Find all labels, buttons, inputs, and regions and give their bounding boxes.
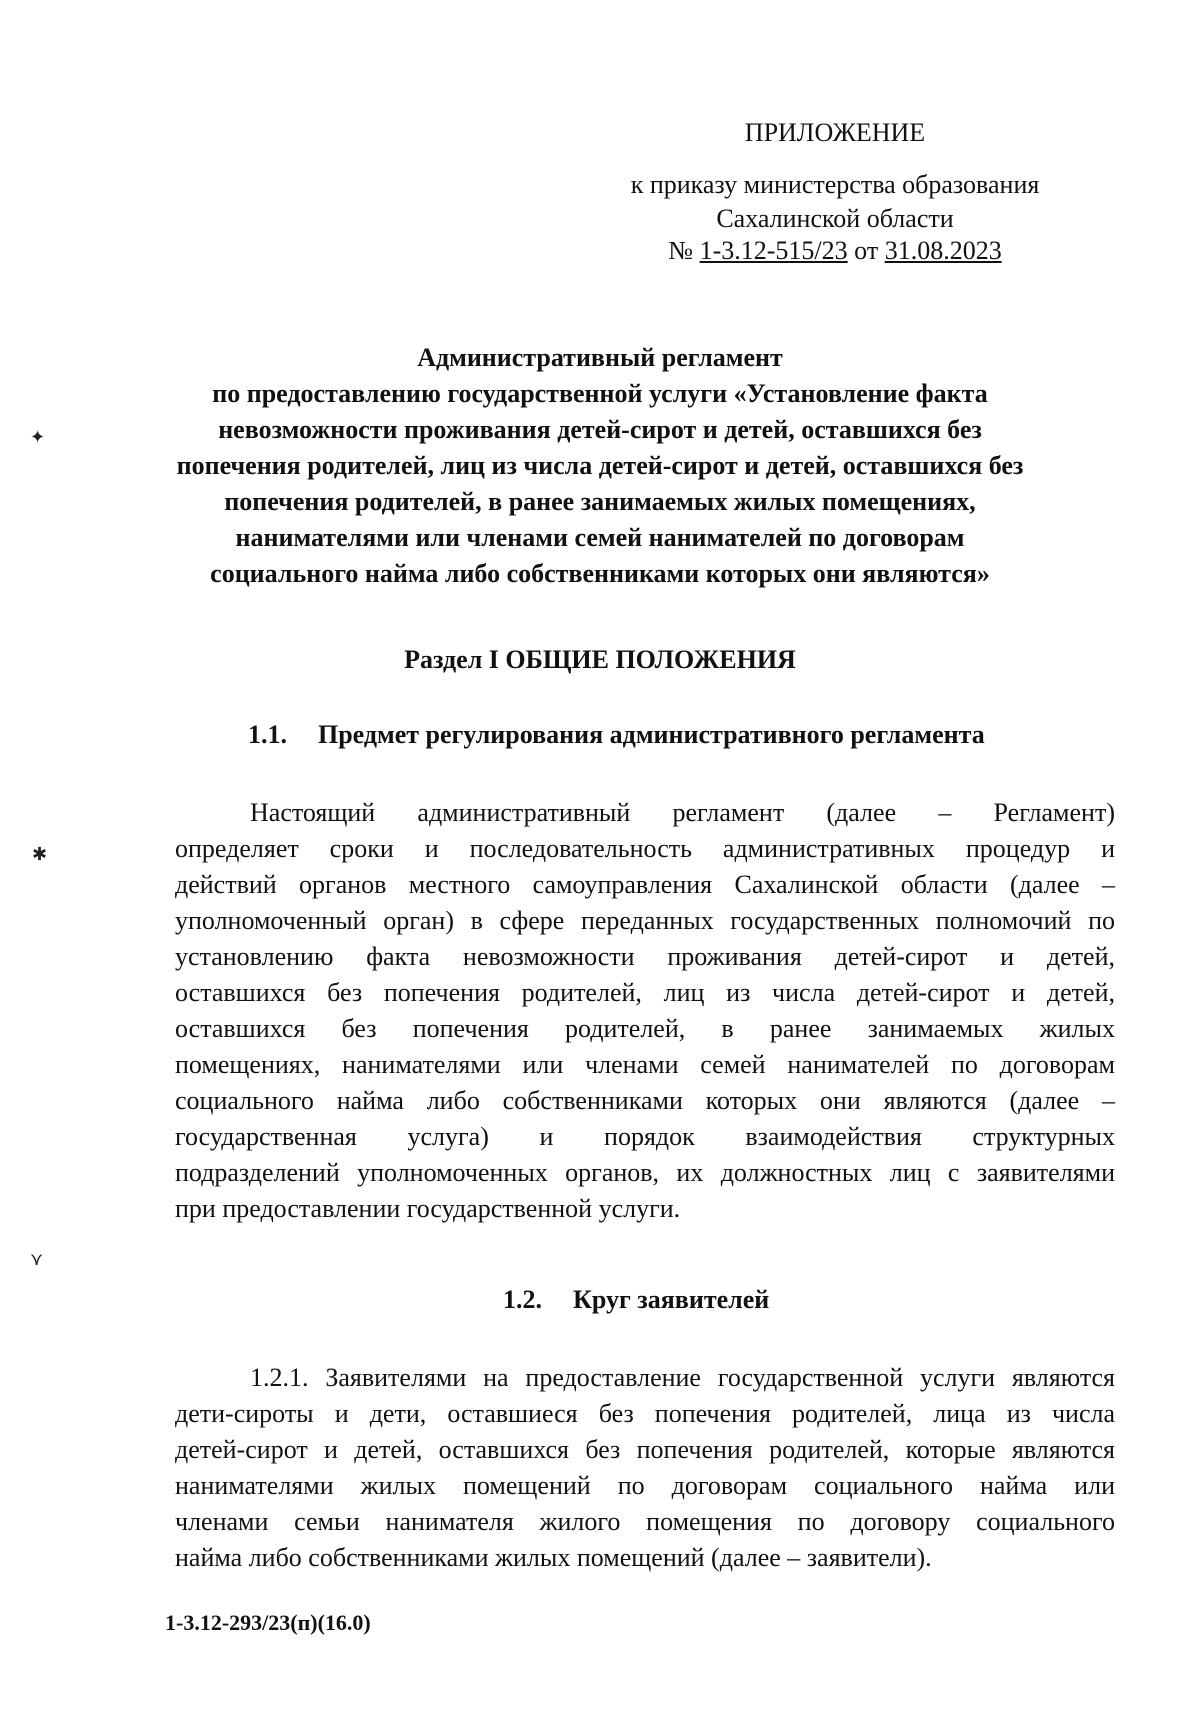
title-line: по предоставлению государственной услуги «Установление факта <box>212 379 988 408</box>
paragraph-line: государственная услуга) и порядок взаимодействия структурных <box>175 1122 1115 1151</box>
paragraph-line: социального найма либо собственниками которых они являются (далее – <box>175 1086 1115 1115</box>
document-title <box>160 340 1040 592</box>
subsection-title: Круг заявителей <box>573 1285 770 1314</box>
paragraph-line: Настоящий административный регламент (далее – Регламент) <box>250 798 1115 827</box>
subsection-heading-1-1 <box>248 720 985 750</box>
appendix-title: ПРИЛОЖЕНИЕ <box>744 118 926 147</box>
title-line: невозможности проживания детей-сирот и детей, оставшихся без <box>218 415 982 444</box>
paragraph-line: нанимателями жилых помещений по договорам социального найма или <box>175 1471 1115 1500</box>
paragraph-line: найма либо собственниками жилых помещений (далее – заявители). <box>175 1543 932 1572</box>
scan-artifact-mark: ⋎ <box>30 1249 44 1269</box>
title-line: нанимателями или членами семей нанимателей по договорам <box>235 523 965 552</box>
appendix-region-line: Сахалинской области <box>716 204 954 233</box>
paragraph-line: дети-сироты и дети, оставшиеся без попечения родителей, лица из числа <box>175 1399 1115 1428</box>
paragraph-applicants <box>175 1360 1115 1576</box>
appendix-order-line: к приказу министерства образования <box>630 170 1040 199</box>
paragraph-line: подразделений уполномоченных органов, их должностных лиц с заявителями <box>175 1158 1115 1187</box>
appendix-order-number: 1-3.12-515/23 <box>699 236 848 265</box>
subsection-title: Предмет регулирования административного регламента <box>318 720 985 749</box>
paragraph-line: оставшихся без попечения родителей, лиц из числа детей-сирот и детей, <box>175 978 1115 1007</box>
appendix-order-date: 31.08.2023 <box>884 236 1002 265</box>
paragraph-line: уполномоченный орган) в сфере переданных государственных полномочий по <box>175 906 1115 935</box>
subsection-number: 1.1. <box>248 720 287 749</box>
section-title: Раздел I ОБЩИЕ ПОЛОЖЕНИЯ <box>404 645 796 674</box>
paragraph-line: помещениях, нанимателями или членами семей нанимателей по договорам <box>175 1050 1115 1079</box>
footer-document-code: 1-3.12-293/23(п)(16.0) <box>165 1610 371 1635</box>
paragraph-line: членами семьи нанимателя жилого помещения по договору социального <box>175 1507 1115 1536</box>
appendix-number-line <box>600 236 1070 266</box>
title-line: попечения родителей, в ранее занимаемых жилых помещениях, <box>224 487 976 516</box>
appendix-date-prefix: от <box>847 236 885 265</box>
paragraph-line: действий органов местного самоуправления Сахалинской области (далее – <box>175 870 1115 899</box>
scan-artifact-mark: ✱ <box>32 844 48 864</box>
paragraph-line: установлению факта невозможности проживания детей-сирот и детей, <box>175 942 1115 971</box>
subsection-heading-1-2 <box>503 1285 769 1315</box>
title-line: социального найма либо собственниками которых они являются» <box>210 559 990 588</box>
paragraph-line: при предоставлении государственной услуги. <box>175 1194 681 1223</box>
scan-artifact-mark: ✦ <box>30 427 46 447</box>
title-line: попечения родителей, лиц из числа детей-сирот и детей, оставшихся без <box>176 451 1024 480</box>
appendix-number-prefix: № <box>668 236 700 265</box>
paragraph-line: 1.2.1. Заявителями на предоставление государственной услуги являются <box>250 1363 1115 1392</box>
paragraph-subject <box>175 795 1115 1227</box>
title-line: Административный регламент <box>417 343 783 372</box>
paragraph-line: детей-сирот и детей, оставшихся без попечения родителей, которые являются <box>175 1435 1115 1464</box>
subsection-number: 1.2. <box>503 1285 542 1314</box>
paragraph-line: определяет сроки и последовательность административных процедур и <box>175 834 1115 863</box>
paragraph-line: оставшихся без попечения родителей, в ранее занимаемых жилых <box>175 1014 1115 1043</box>
